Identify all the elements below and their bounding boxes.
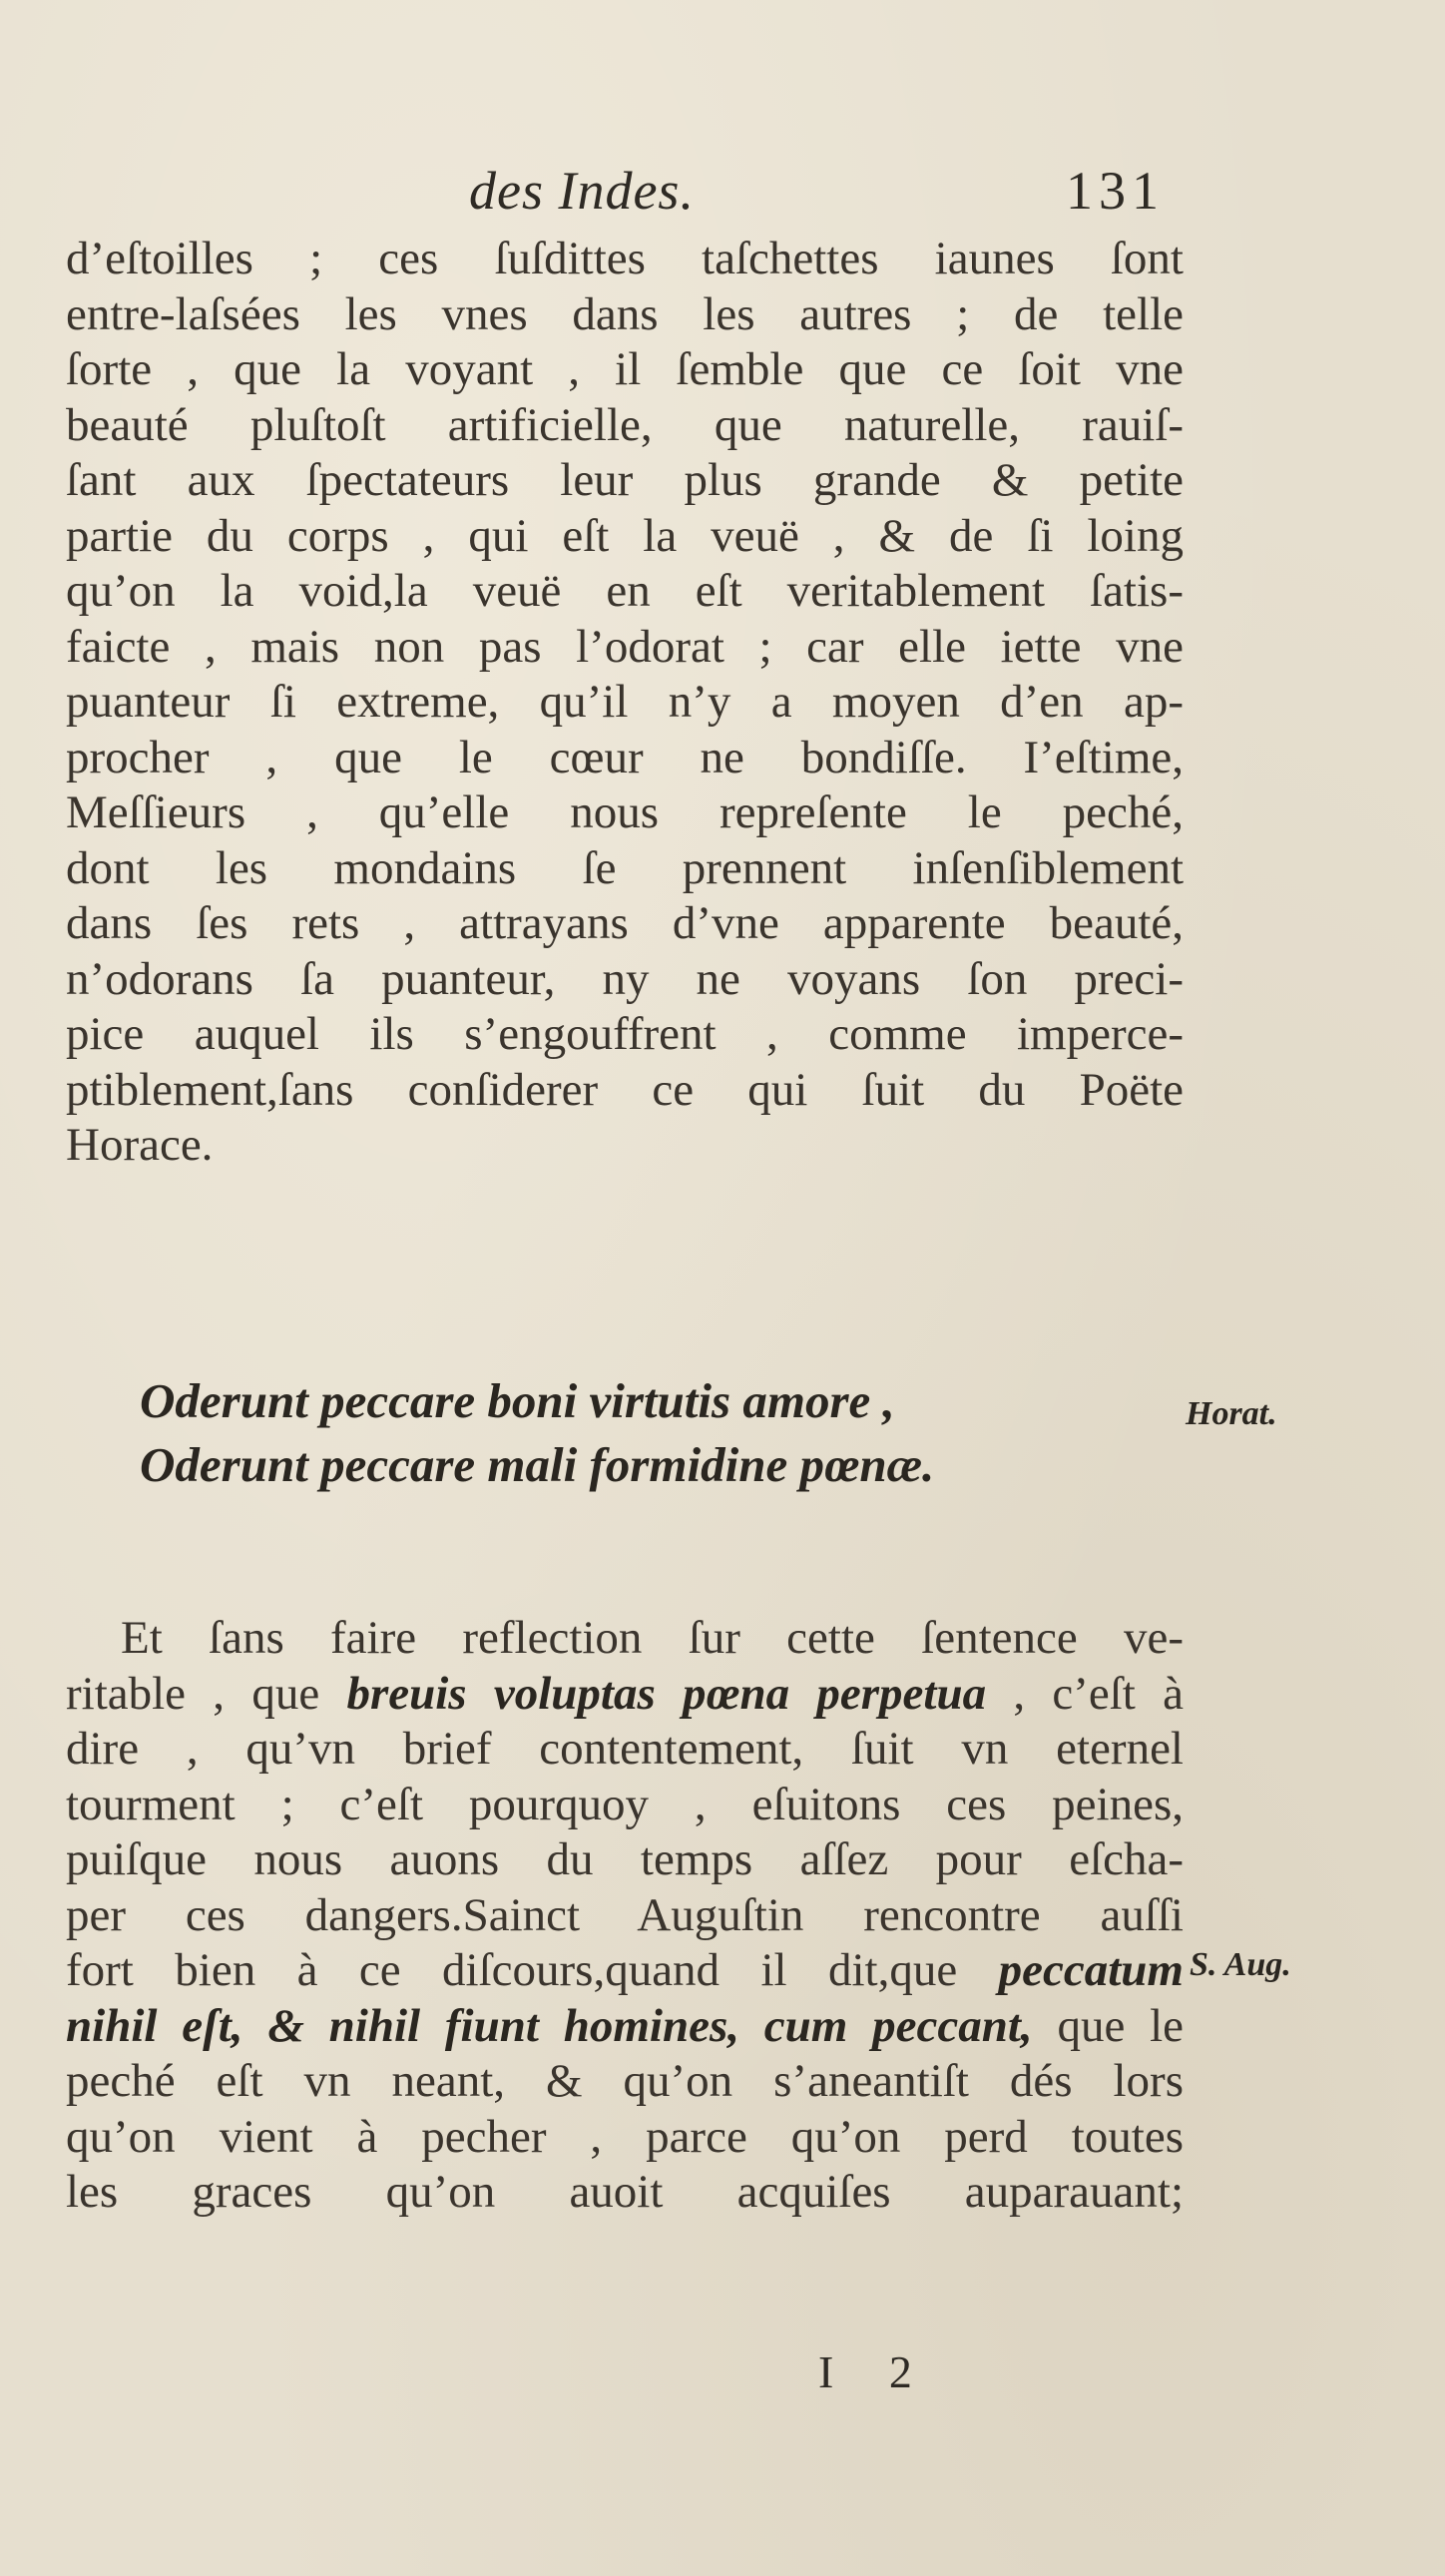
text-line: qu’on vient à pecher , parce qu’on perd toutes <box>66 2110 1184 2163</box>
verse-line: Oderunt peccare mali formidine pœnæ. <box>140 1437 935 1492</box>
paragraph-2 <box>66 1611 1184 2221</box>
signature-mark: I 2 <box>818 2346 934 2397</box>
text-line: dont les mondains ſe prennent inſenſiblement <box>66 841 1184 894</box>
text-line: peché eſt vn neant, & qu’on s’aneantiſt dés lors <box>66 2055 1184 2107</box>
text-line: les graces qu’on auoit acquiſes auparauant; <box>66 2166 1184 2218</box>
text-line: partie du corps , qui eſt la veuë , & de ſi loing <box>66 509 1184 562</box>
latin-quote: nihil eſt, & nihil fiunt homines, cum peccant, <box>66 1999 1033 2052</box>
paragraph-1 <box>66 232 1184 1174</box>
latin-quote: peccatum <box>998 1944 1184 1996</box>
text-line: tourment ; c’eſt pourquoy , eſuitons ces peines, <box>66 1778 1184 1830</box>
text-line: Et ſans faire reflection ſur cette ſentence ve- <box>121 1612 1184 1664</box>
text-line: puiſque nous auons du temps aſſez pour eſcha- <box>66 1833 1184 1885</box>
text-line: procher , que le cœur ne bondiſſe. I’eſtime, <box>66 731 1184 783</box>
text-line: Meſſieurs , qu’elle nous repreſente le peché, <box>66 786 1184 838</box>
text-line: dans ſes rets , attrayans d’vne apparente beauté, <box>66 897 1184 949</box>
page-number: 131 <box>1066 161 1165 221</box>
text-line <box>66 1943 1184 1999</box>
text-segment: que le <box>1032 1999 1185 2052</box>
text-line <box>66 1667 1184 1723</box>
text-line: beauté pluſtoſt artificielle, que naturelle, rauiſ- <box>66 398 1184 451</box>
text-line: entre-laſsées les vnes dans les autres ; de telle <box>66 287 1184 340</box>
text-segment: , c’eſt à <box>986 1667 1184 1720</box>
text-line: ſorte , que la voyant , il ſemble que ce ſoit vne <box>66 343 1184 395</box>
text-line: per ces dangers.Sainct Auguſtin rencontre auſſi <box>66 1888 1184 1941</box>
text-line <box>66 1999 1184 2055</box>
text-segment: fort bien à ce diſcours,quand il dit,que <box>66 1944 999 1996</box>
text-line: faicte , mais non pas l’odorat ; car elle iette vne <box>66 620 1184 673</box>
text-segment: ritable , que <box>66 1667 347 1720</box>
text-line: qu’on la void,la veuë en eſt veritablement ſatis- <box>66 565 1184 617</box>
latin-quote: breuis voluptas pœna perpetua <box>346 1667 987 1720</box>
text-line: pice auquel ils s’engouffrent , comme imperce- <box>66 1008 1184 1060</box>
text-line: ptiblement,ſans conſiderer ce qui ſuit du Poëte <box>66 1063 1184 1116</box>
text-line: d’eſtoilles ; ces ſuſdittes taſchettes iaunes ſont <box>66 233 1184 284</box>
margin-note-saint-augustin: S. Aug. <box>1190 1946 1291 1983</box>
text-line: n’odorans ſa puanteur, ny ne voyans ſon preci- <box>66 952 1184 1005</box>
text-line: Horace. <box>66 1119 214 1171</box>
text-line: ſant aux ſpectateurs leur plus grande & petite <box>66 454 1184 506</box>
latin-verse <box>140 1369 1138 1497</box>
page-header <box>0 160 1445 230</box>
text-line: dire , qu’vn brief contentement, ſuit vn eternel <box>66 1723 1184 1775</box>
margin-note-horat: Horat. <box>1186 1395 1277 1432</box>
text-line: puanteur ſi extreme, qu’il n’y a moyen d’en ap- <box>66 676 1184 728</box>
running-title: des Indes. <box>469 161 695 221</box>
verse-line: Oderunt peccare boni virtutis amore , <box>140 1373 895 1428</box>
